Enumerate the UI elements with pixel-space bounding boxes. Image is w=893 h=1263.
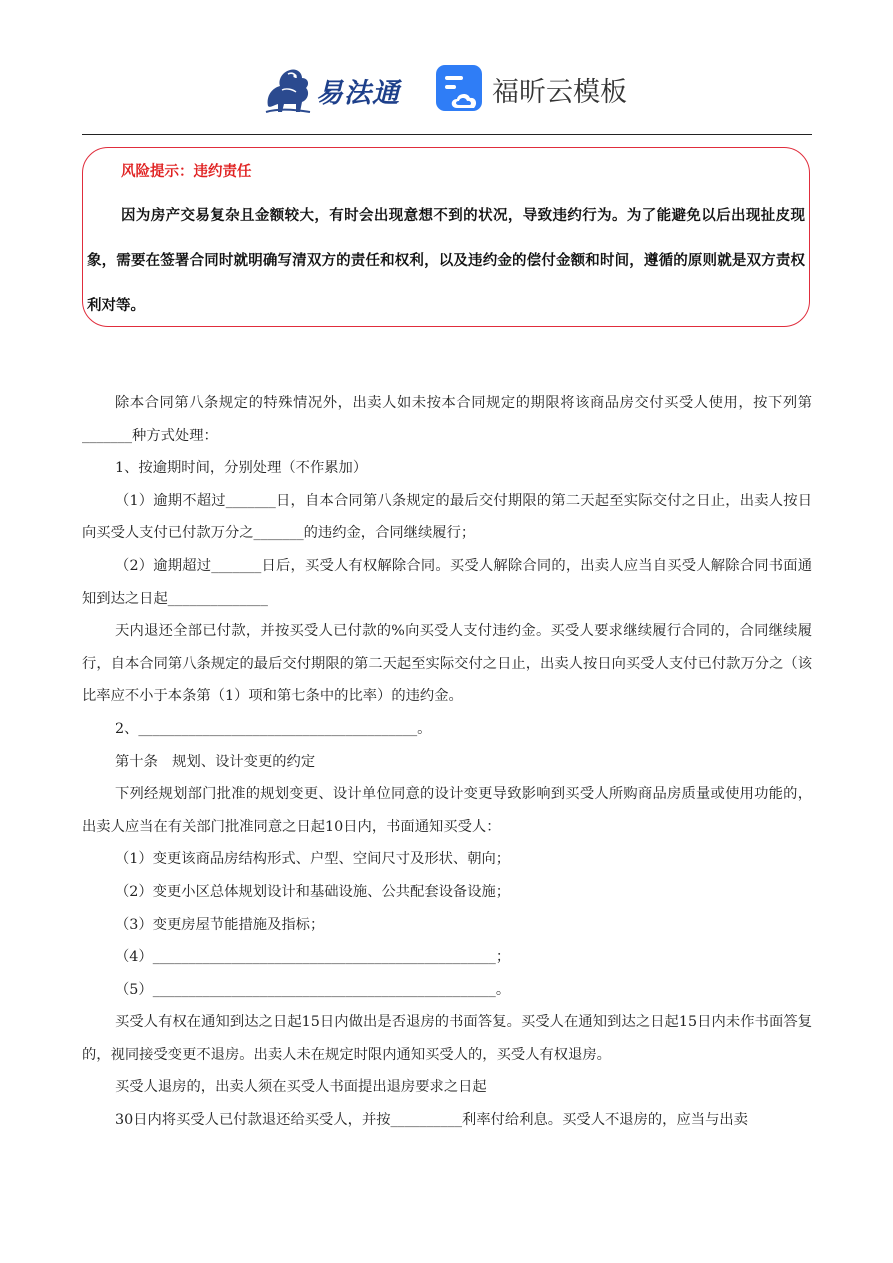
page-header (0, 58, 893, 128)
yifatong-logo-text: 易法通 (316, 77, 400, 109)
paragraph-buyer-reply: 买受人有权在通知到达之日起15日内做出是否退房的书面答复。买受人在通知到达之日起15日内未作书面答复的，视同接受变更不退房。出卖人未在规定时限内通知买受人的，买受人有权退房。 (82, 1014, 812, 1063)
paragraph-refund: 天内退还全部已付款，并按买受人已付款的%向买受人支付违约金。买受人要求继续履行合同的，合同继续履行，自本合同第八条规定的最后交付期限的第二天起至实际交付之日止，出卖人按日向买受人支付已付款万分之（该比率应不小于本条第（1）项和第七条中的比率）的违约金。 (82, 623, 812, 705)
paragraph-buyer-withdraw: 买受人退房的，出卖人须在买受人书面提出退房要求之日起 (115, 1079, 487, 1096)
foxit-template-logo (435, 64, 627, 114)
foxit-template-logo-text: 福昕云模板 (492, 76, 627, 108)
paragraph-item-1-2: （2）逾期超过_______日后，买受人有权解除合同。买受人解除合同的，出卖人应当自买受人解除合同书面通知到达之日起______________ (82, 557, 812, 607)
paragraph-item-1-1: （1）逾期不超过_______日，自本合同第八条规定的最后交付期限的第二天起至实际交付之日止，出卖人按日向买受人支付已付款万分之_______的违约金，合同继续履行； (82, 492, 812, 542)
paragraph-design-change: 下列经规划部门批准的规划变更、设计单位同意的设计变更导致影响到买受人所购商品房质量或使用功能的，出卖人应当在有关部门批准同意之日起10日内，书面通知买受人： (82, 786, 812, 835)
risk-notice-title: 风险提示：违约责任 (121, 164, 252, 180)
paragraph-change-5: （5）________________________________________________。 (115, 981, 511, 998)
qilin-logo-icon (262, 62, 314, 118)
paragraph-change-3: （3）变更房屋节能措施及指标； (115, 916, 325, 933)
contract-body (82, 387, 812, 1137)
article-10-heading: 第十条 规划、设计变更的约定 (115, 753, 316, 770)
paragraph-refund-30-days: 30日内将买受人已付款退还给买受人，并按__________利率付给利息。买受人不退房的，应当与出卖 (115, 1112, 748, 1129)
paragraph-item-2: 2、_______________________________________。 (115, 720, 432, 737)
paragraph-item-1: 1、按逾期时间，分别处理（不作累加） (115, 460, 368, 477)
paragraph-change-1: （1）变更该商品房结构形式、户型、空间尺寸及形状、朝向； (115, 851, 511, 868)
paragraph-delivery-default: 除本合同第八条规定的特殊情况外，出卖人如未按本合同规定的期限将该商品房交付买受人使用，按下列第_______种方式处理： (82, 395, 812, 444)
risk-notice-body: 因为房产交易复杂且金额较大，有时会出现意想不到的状况，导致违约行为。为了能避免以后出现扯皮现象，需要在签署合同时就明确写清双方的责任和权利，以及违约金的偿付金额和时间，遵循的原则就是双方责权利对等。 (87, 208, 805, 314)
risk-notice-box (82, 147, 810, 327)
paragraph-change-2: （2）变更小区总体规划设计和基础设施、公共配套设备设施； (115, 883, 511, 900)
header-divider (82, 134, 812, 135)
yifatong-logo (262, 62, 400, 118)
paragraph-change-4: （4）________________________________________________； (115, 949, 511, 966)
cloud-document-icon (435, 64, 485, 114)
